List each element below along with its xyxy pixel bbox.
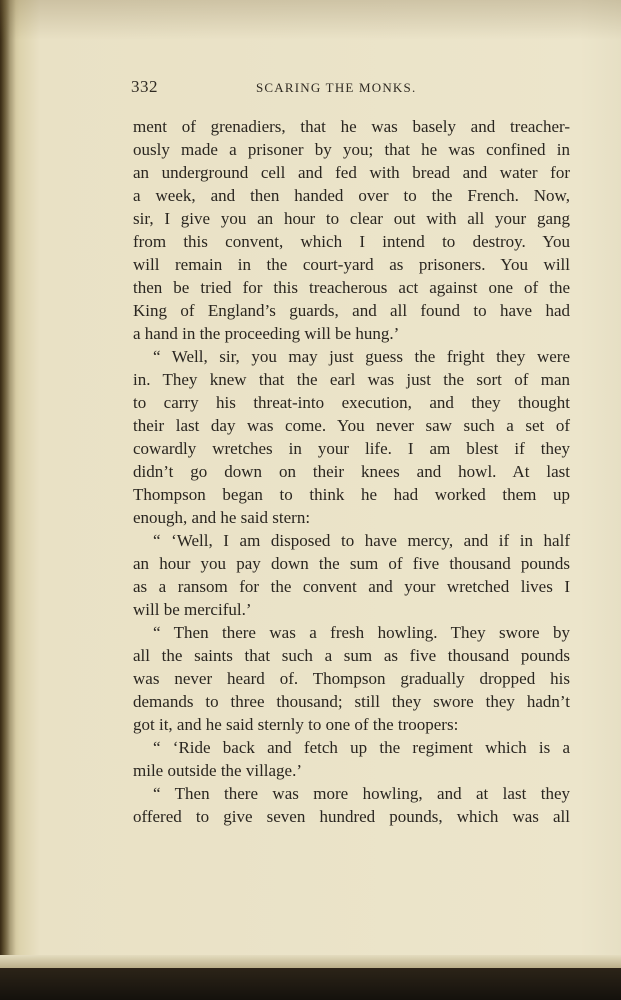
top-shadow [0,0,621,40]
page-edge [0,955,621,969]
text-line: “ Well, sir, you may just guess the fright they were [153,347,570,366]
text-line: “ ‘Ride back and fetch up the regiment which is a [153,738,570,757]
text-line: offered to give seven hundred pounds, which was all [133,807,570,826]
text-line: sir, I give you an hour to clear out with all your gang [133,209,570,228]
text-line: King of England’s guards, and all found to have had [133,301,570,320]
text-line: from this convent, which I intend to destroy. You [133,232,570,251]
text-line: then be tried for this treacherous act against one of the [133,278,570,297]
spine-shadow [0,0,16,1000]
body-text [133,115,570,828]
text-line: didn’t go down on their knees and howl. At last [133,462,570,481]
text-line: mile outside the village.’ [133,761,303,780]
text-line: “ ‘Well, I am disposed to have mercy, and if in half [153,531,570,550]
text-line: a week, and then handed over to the French. Now, [133,186,570,205]
text-line: demands to three thousand; still they swore they hadn’t [133,692,570,711]
text-line: as a ransom for the convent and your wretched lives I [133,577,570,596]
text-line: enough, and he said stern: [133,508,311,527]
text-line: got it, and he said sternly to one of the troopers: [133,715,459,734]
text-line: to carry his threat-into execution, and they thought [133,393,570,412]
text-line: ment of grenadiers, that he was basely and treacher- [133,117,570,136]
text-line: cowardly wretches in your life. I am blest if they [133,439,570,458]
text-line: ously made a prisoner by you; that he was confined in [133,140,570,159]
text-line: a hand in the proceeding will be hung.’ [133,324,400,343]
text-line: will remain in the court-yard as prisoners. You will [133,255,570,274]
text-line: their last day was come. You never saw such a set of [133,416,570,435]
text-line: in. They knew that the earl was just the sort of man [133,370,570,389]
text-line: was never heard of. Thompson gradually dropped his [133,669,570,688]
page-number: 332 [131,77,158,96]
text-line: an hour you pay down the sum of five thousand pounds [133,554,570,573]
text-line: an underground cell and fed with bread and water for [133,163,570,182]
text-line: “ Then there was a fresh howling. They swore by [153,623,570,642]
text-line: will be merciful.’ [133,600,252,619]
text-line: all the saints that such a sum as five thousand pounds [133,646,570,665]
text-line: “ Then there was more howling, and at last they [153,784,570,803]
running-head: SCARING THE MONKS. [256,80,417,95]
text-line: Thompson began to think he had worked them up [133,485,570,504]
page-header [131,77,571,103]
book-bottom-edge [0,968,621,1000]
